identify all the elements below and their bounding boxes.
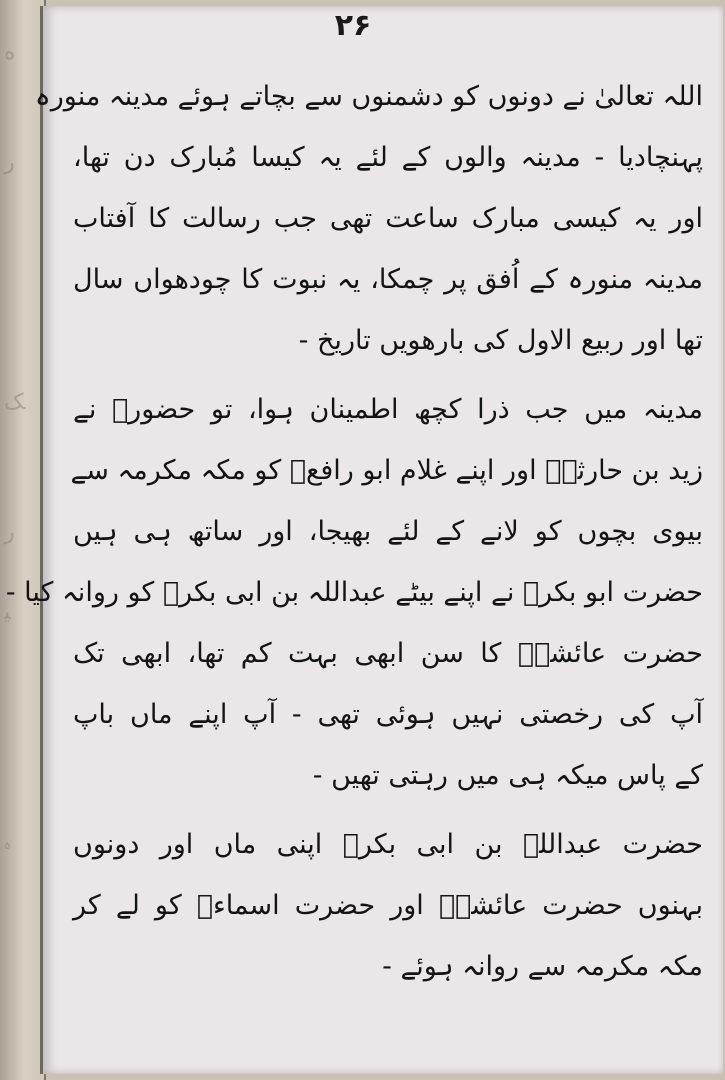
paragraph-2: [5, 379, 703, 806]
text-line: مدینہ میں جب ذرا کچھ اطمینان ہوا، تو حضورؐ نے: [73, 394, 703, 425]
bleed-through-mark: ﯿ: [4, 600, 11, 625]
page-number: ۲۶: [334, 8, 372, 43]
text-line: تھا اور ربیع الاول کی بارھویں تاریخ -: [298, 325, 703, 356]
paragraph-3: [73, 814, 703, 997]
bleed-through-mark: ﮏ: [4, 390, 24, 415]
text-line: بیوی بچوں کو لانے کے لئے بھیجا، اور ساتھ ہی ہیں: [73, 516, 703, 547]
paragraph-gap: [73, 806, 703, 814]
bleed-through-mark: ﺭ: [4, 520, 15, 545]
bleed-through-mark: ﺭ: [4, 150, 15, 175]
text-line: کے پاس میکہ ہی میں رہتی تھیں -: [312, 760, 703, 791]
paragraph-1: [34, 66, 703, 371]
text-line: زید بن حارثہؓ اور اپنے غلام ابو رافعؓ کو مکہ مکرمہ سے: [70, 455, 703, 486]
bleed-through-mark: ﻩ: [4, 40, 16, 65]
text-line: مکہ مکرمہ سے روانہ ہوئے -: [382, 951, 703, 982]
paragraph-gap: [73, 371, 703, 379]
book-page: [5, 6, 723, 1074]
text-line: مدینہ منورہ کے اُفق پر چمکا، یہ نبوت کا چودھواں سال: [73, 264, 703, 295]
bleed-through-mark: ﮦ: [4, 830, 11, 855]
text-line: اور یہ کیسی مبارک ساعت تھی جب رسالت کا آفتاب: [73, 203, 703, 234]
text-line: حضرت عائشہؓ کا سن ابھی بہت کم تھا، ابھی تک: [73, 638, 703, 669]
text-line: بہنوں حضرت عائشہؓ اور حضرت اسماءؓ کو لے کر: [73, 890, 703, 921]
text-line: حضرت عبداللہ بن ابی بکرؓ اپنی ماں اور دونوں: [73, 829, 703, 860]
page-body-text: [5, 66, 703, 997]
text-line: پہنچادیا - مدینہ والوں کے لئے یہ کیسا مُبارک دن تھا،: [73, 142, 703, 173]
text-line: اللہ تعالیٰ نے دونوں کو دشمنوں سے بچاتے ہوئے مدینہ منورہ: [34, 81, 703, 112]
text-line: آپ کی رخصتی نہیں ہوئی تھی - آپ اپنے ماں باپ: [73, 699, 703, 730]
text-line: حضرت ابو بکرؓ نے اپنے بیٹے عبداللہ بن ابی بکرؓ کو روانہ کیا -: [5, 577, 703, 608]
